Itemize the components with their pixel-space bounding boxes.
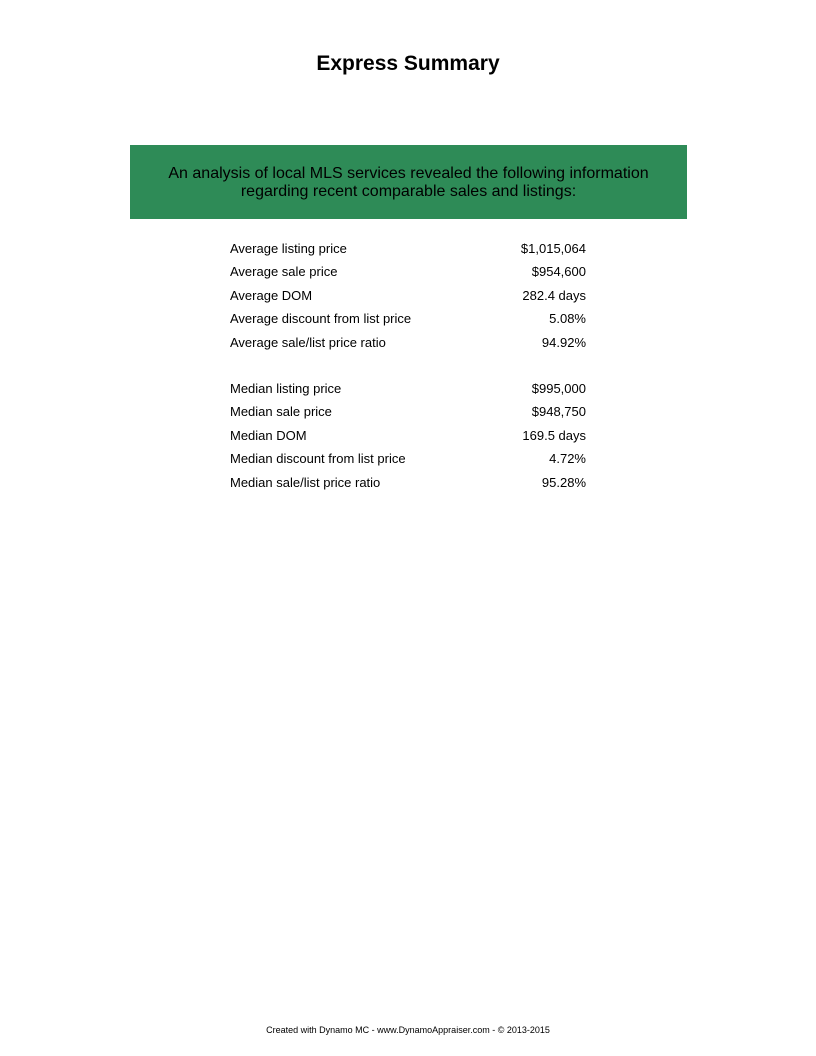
stat-value: $954,600: [531, 264, 586, 280]
stat-value: 5.08%: [549, 311, 586, 327]
stat-row: [230, 264, 600, 287]
stat-label: Median DOM: [230, 427, 307, 443]
average-stats: [230, 241, 600, 358]
stat-row: [230, 475, 600, 498]
stat-row: [230, 451, 600, 474]
stat-value: 4.72%: [549, 451, 586, 467]
stat-label: Median listing price: [230, 381, 342, 396]
stat-row: [230, 381, 600, 404]
stat-value: $948,750: [531, 404, 586, 420]
stat-label: Median sale/list price ratio: [230, 474, 381, 490]
stat-row: [230, 288, 600, 311]
page-title: Express Summary: [316, 52, 500, 75]
stat-label: Median sale price: [230, 404, 332, 420]
page-footer: Created with Dynamo MC - www.DynamoAppraiser.com - © 2013-2015: [266, 1025, 550, 1035]
stat-label: Average listing price: [230, 241, 347, 256]
stat-value: $1,015,064: [520, 241, 586, 256]
stat-value: 282.4 days: [522, 287, 586, 303]
stat-label: Average DOM: [230, 287, 313, 303]
stat-label: Average sale/list price ratio: [230, 334, 386, 350]
stat-value: $995,000: [531, 381, 586, 396]
stat-value: 94.92%: [541, 334, 586, 350]
stat-value: 95.28%: [541, 474, 586, 490]
stat-row: [230, 241, 600, 264]
stat-label: Average sale price: [230, 264, 338, 280]
stat-row: [230, 311, 600, 334]
stat-label: Average discount from list price: [230, 311, 412, 327]
stat-value: 169.5 days: [522, 427, 586, 443]
intro-banner: [130, 145, 687, 219]
stat-row: [230, 428, 600, 451]
stat-label: Median discount from list price: [230, 451, 406, 467]
stat-row: [230, 335, 600, 358]
median-stats: [230, 381, 600, 498]
stat-row: [230, 404, 600, 427]
intro-line-1: An analysis of local MLS services revealed the following information: [168, 165, 649, 182]
intro-line-2: regarding recent comparable sales and listings:: [240, 183, 577, 200]
